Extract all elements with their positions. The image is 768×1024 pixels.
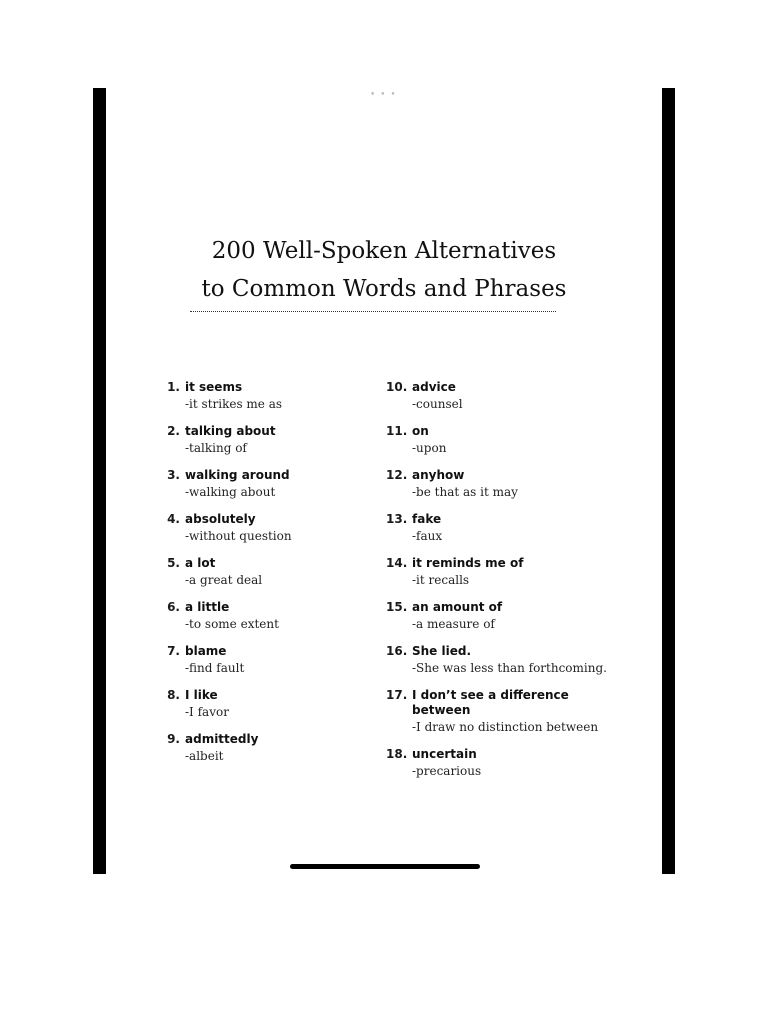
item-phrase: fake [412, 512, 442, 526]
item-body [185, 512, 363, 545]
list-item [386, 512, 616, 545]
item-alternative: -I favor [185, 705, 229, 719]
item-number: 4. [167, 512, 180, 526]
item-body [185, 556, 363, 589]
item-body [185, 468, 363, 501]
item-body [412, 688, 616, 736]
item-phrase: uncertain [412, 747, 477, 761]
title-dotted-rule [190, 311, 556, 312]
item-body [412, 512, 616, 545]
list-item [163, 512, 363, 545]
list-item [163, 380, 363, 413]
item-alternative: -faux [412, 529, 443, 543]
item-body [412, 644, 616, 677]
item-phrase: blame [185, 644, 227, 658]
item-phrase: on [412, 424, 429, 438]
item-body [185, 644, 363, 677]
item-alternative: -walking about [185, 485, 276, 499]
item-number: 8. [167, 688, 180, 702]
top-marker: • • • [370, 90, 397, 100]
item-alternative: -it recalls [412, 573, 470, 587]
list-item [386, 747, 616, 780]
item-alternative: -to some extent [185, 617, 279, 631]
item-number: 7. [167, 644, 180, 658]
item-phrase: anyhow [412, 468, 465, 482]
item-alternative: -precarious [412, 764, 482, 778]
item-body [412, 600, 616, 633]
item-phrase: it reminds me of [412, 556, 524, 570]
right-black-bar [662, 88, 675, 874]
item-number: 5. [167, 556, 180, 570]
item-alternative: -She was less than forthcoming. [412, 661, 607, 675]
item-body [185, 600, 363, 633]
left-black-bar [93, 88, 106, 874]
item-alternative: -be that as it may [412, 485, 518, 499]
home-indicator[interactable] [290, 864, 480, 869]
item-phrase: an amount of [412, 600, 503, 614]
item-body [185, 380, 363, 413]
item-phrase: She lied. [412, 644, 472, 658]
item-alternative: -I draw no distinction between [412, 720, 599, 734]
item-alternative: -a measure of [412, 617, 495, 631]
list-item [163, 424, 363, 457]
list-item [386, 380, 616, 413]
item-body [412, 424, 616, 457]
list-item [386, 644, 616, 677]
list-item [386, 688, 616, 736]
item-alternative: -find fault [185, 661, 245, 675]
list-item [163, 644, 363, 677]
title-line-2: to Common Words and Phrases [201, 276, 567, 302]
item-number: 1. [167, 380, 180, 394]
item-phrase: walking around [185, 468, 290, 482]
item-phrase: advice [412, 380, 456, 394]
list-item [163, 556, 363, 589]
item-phrase: admittedly [185, 732, 259, 746]
list-item [163, 732, 363, 765]
list-item [163, 468, 363, 501]
item-number: 16. [386, 644, 408, 658]
item-phrase: I don’t see a difference between [412, 688, 569, 717]
item-number: 15. [386, 600, 408, 614]
item-phrase: a lot [185, 556, 216, 570]
item-number: 18. [386, 747, 408, 761]
item-phrase: absolutely [185, 512, 256, 526]
list-item [386, 424, 616, 457]
item-alternative: -talking of [185, 441, 247, 455]
item-number: 6. [167, 600, 180, 614]
list-item [386, 556, 616, 589]
item-phrase: talking about [185, 424, 276, 438]
item-body [412, 380, 616, 413]
item-alternative: -albeit [185, 749, 224, 763]
item-number: 9. [167, 732, 180, 746]
item-number: 17. [386, 688, 408, 702]
list-item [163, 600, 363, 633]
item-alternative: -counsel [412, 397, 463, 411]
item-body [185, 732, 363, 765]
item-alternative: -upon [412, 441, 447, 455]
item-number: 14. [386, 556, 408, 570]
title-line-1: 200 Well-Spoken Alternatives [211, 238, 557, 264]
item-body [412, 747, 616, 780]
item-alternative: -it strikes me as [185, 397, 283, 411]
item-number: 3. [167, 468, 180, 482]
list-item [386, 600, 616, 633]
item-number: 2. [167, 424, 180, 438]
item-alternative: -without question [185, 529, 292, 543]
item-number: 13. [386, 512, 408, 526]
item-body [412, 468, 616, 501]
item-body [185, 424, 363, 457]
item-body [412, 556, 616, 589]
item-number: 10. [386, 380, 408, 394]
item-number: 12. [386, 468, 408, 482]
item-phrase: it seems [185, 380, 243, 394]
item-number: 11. [386, 424, 408, 438]
list-item [163, 688, 363, 721]
right-column [386, 380, 616, 791]
item-phrase: a little [185, 600, 230, 614]
item-alternative: -a great deal [185, 573, 263, 587]
left-column [163, 380, 363, 776]
page-title [150, 232, 618, 308]
list-item [386, 468, 616, 501]
item-body [185, 688, 363, 721]
item-phrase: I like [185, 688, 218, 702]
